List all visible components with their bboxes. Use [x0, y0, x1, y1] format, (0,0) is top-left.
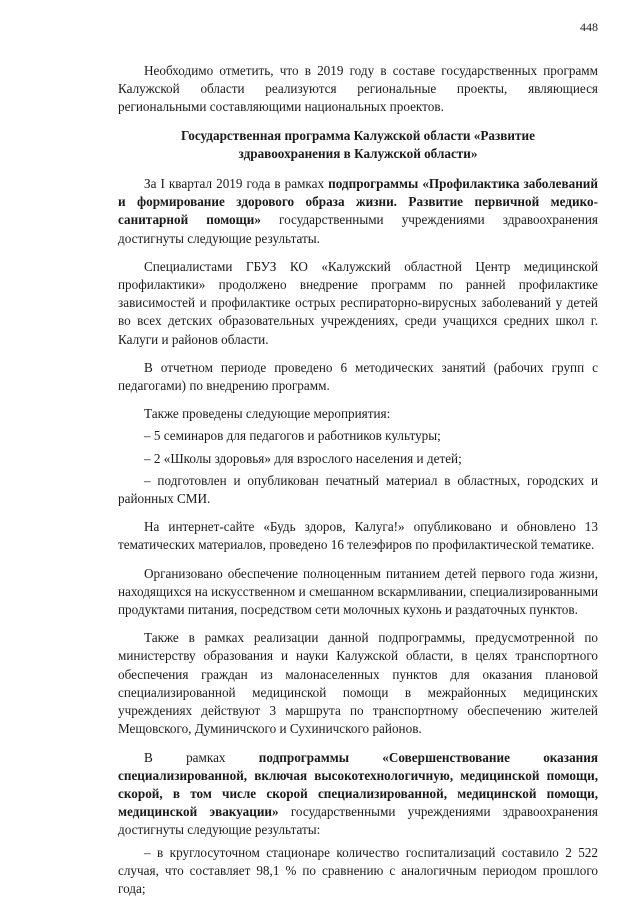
- paragraph-text: государственными учреждениями здравоохранения достигнуты следующие результаты.: [118, 212, 598, 246]
- paragraph-text: В рамках: [144, 749, 259, 765]
- paragraph-prevention-subprogram: [118, 175, 598, 248]
- paragraph-text: государственными учреждениями здравоохранения достигнуты следующие результаты:: [118, 804, 598, 838]
- list-item-seminars: – 5 семинаров для педагогов и работников культуры;: [144, 428, 441, 444]
- paragraph-intro: Необходимо отметить, что в 2019 году в составе государственных программ Калужской области реализуются региональные проекты, являющиеся региональными составляющими национальных проектов.: [118, 63, 598, 115]
- page-number: 448: [580, 20, 598, 34]
- paragraph-text: За I квартал 2019 года в рамках: [144, 176, 329, 192]
- paragraph-events-intro: Также проведены следующие мероприятия:: [144, 406, 391, 422]
- paragraph-transport: Также в рамках реализации данной подпрограммы, предусмотренной по министерству образования и науки Калужской области, в целях транспортного обеспечения граждан из малонаселенных пунктов для оказания плановой специализированной медицинской помощи в межрайонных медицинских учреждениях действуют 3 маршрута по транспортному обеспечению жителей Мещовского, Думиничского и Сухиничского районов.: [118, 630, 598, 737]
- paragraph-infant-nutrition: Организовано обеспечение полноценным питанием детей первого года жизни, находящихся на искусственном и смешанном вскармливании, специализированными продуктами питания, посредством сети молочных кухонь и раздаточных пунктов.: [118, 565, 598, 618]
- list-item-printed-material: – подготовлен и опубликован печатный материал в областных, городских и районных СМИ.: [118, 472, 598, 507]
- list-item-hospitalizations: – в круглосуточном стационаре количество госпитализаций составило 2 522 случая, что составляет 98,1 % по сравнению с аналогичным периодом прошлого года;: [118, 844, 598, 896]
- paragraph-prevention-center: Специалистами ГБУЗ КО «Калужский областной Центр медицинской профилактики» продолжено внедрение программ по ранней профилактике зависимостей и профилактике острых респираторно-вирусных заболеваний у детей во всех детских образовательных учреждениях, среди учащихся средних школ г. Калуги и районов области.: [118, 258, 598, 347]
- subprogram-title: подпрограммы «Совершенствование оказания специализированной, включая высокотехнологичную, медицинской помощи, скорой, в том числе скорой специализированной, медицинской помощи, медицинской эвакуации»: [118, 749, 599, 820]
- paragraph-methodical-sessions: В отчетном периоде проведено 6 методических занятий (рабочих групп с педагогами) по внедрению программ.: [118, 359, 598, 394]
- paragraph-website: На интернет-сайте «Будь здоров, Калуга!» опубликовано и обновлено 13 тематических материалов, проведено 16 телеэфиров по профилактической тематике.: [118, 519, 598, 553]
- list-item-health-schools: – 2 «Школы здоровья» для взрослого населения и детей;: [144, 450, 462, 466]
- subprogram-title: подпрограммы «Профилактика заболеваний и формирование здорового образа жизни. Развитие первичной медико-санитарной помощи»: [118, 176, 598, 228]
- paragraph-specialized-care-subprogram: [118, 749, 598, 840]
- section-heading: Государственная программа Калужской области «Развитие здравоохранения в Калужской области»: [181, 127, 535, 161]
- document-body: [118, 62, 598, 908]
